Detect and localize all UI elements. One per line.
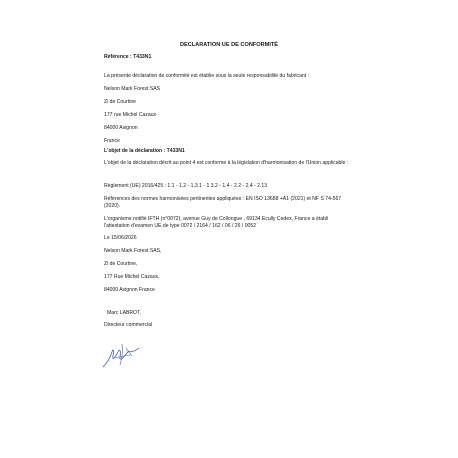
manufacturer-name: Nelson Mark Forest SAS (104, 86, 161, 92)
signatory-title: Directeur commercial (104, 322, 153, 328)
intro-text: La présente déclaration de conformité est établie sous la seule responsabilité du fabricant : (104, 73, 310, 79)
regulation-text: Règlement (UE) 2016/425 : 1.1 - 1.2 - 1.3.1 - 1.3.2 - 1.4 - 2.2 - 2.4 - 2.13 (104, 183, 268, 189)
manufacturer-zone: Zi de Courtine (104, 99, 136, 105)
date-line: Le 15/06/2026 (104, 235, 137, 241)
signatory-name: Marc LABROT, (107, 310, 141, 316)
footer-company: Nelson Mark Forest SAS, (104, 248, 162, 254)
object-text: L'objet de la déclaration décrit au point 4 est conforme à la législation d'harmonisation de l'Union applicable : (104, 160, 349, 166)
footer-city: 84000 Avignon France (104, 287, 155, 293)
object-heading: L'objet de la déclaration : T433N1 (104, 148, 185, 154)
footer-zone: Zi de Courtine, (104, 261, 138, 267)
notified-body-text: L'organisme notifié IFTH (n°0072), avenue Guy de Collongue , 69134 Ecully Cedex, France a établi l'attestation d'examen UE de type 0072 / 2164 / 162 / 06 / 26 / 0052 (104, 216, 329, 229)
footer-street: 177 Rue Michel Cazaux, (104, 274, 160, 280)
manufacturer-street: 177 rue Michel Cazaux (104, 112, 157, 118)
standards-text: Références des normes harmonisées pertinentes appliquées : EN ISO 13688 +A1 (2021) et NF S 74-567 (2020). (104, 196, 342, 209)
handwritten-signature (100, 338, 142, 370)
reference-line: Référence : T433N1 (104, 54, 152, 60)
document-title: DECLARATION UE DE CONFORMITÉ (179, 42, 279, 48)
manufacturer-city: 84000 Avignon (104, 125, 138, 131)
manufacturer-country: France (104, 138, 120, 144)
